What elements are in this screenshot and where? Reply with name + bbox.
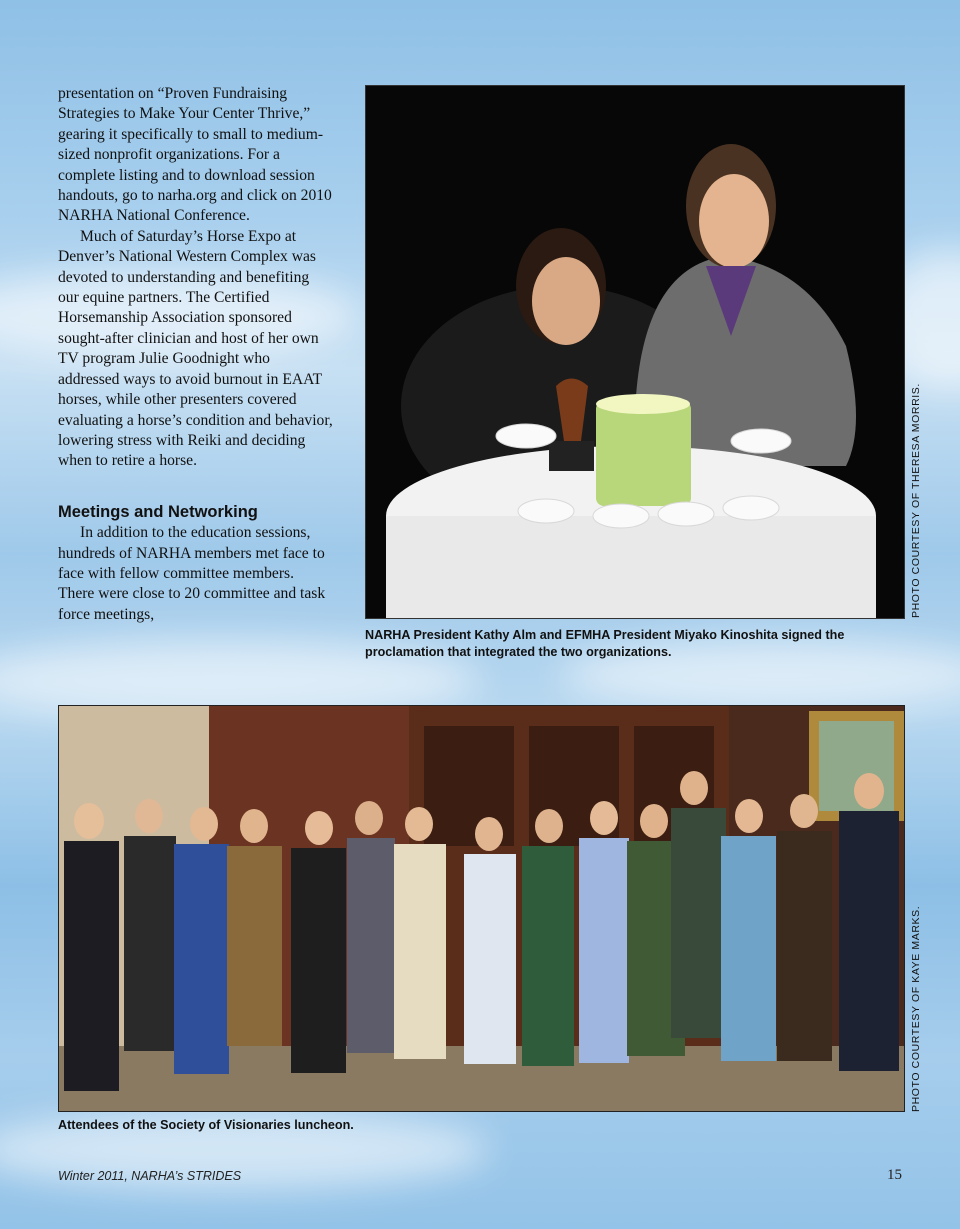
photo-illustration — [366, 86, 904, 618]
page-number: 15 — [887, 1167, 902, 1183]
photo-credit: PHOTO COURTESY OF KAYE MARKS. — [910, 905, 922, 1112]
photo-caption: Attendees of the Society of Visionaries luncheon. — [58, 1118, 354, 1132]
footer-publication: Winter 2011, NARHA’s STRIDES — [58, 1169, 242, 1183]
article-paragraph: presentation on “Proven Fundraising Strategies to Make Your Center Thrive,” gearing it specifically to small to medium-sized nonprofit organizations. For a complete listing and to download session handouts, go to narha.org and click on 2010 NARHA National Conference. — [58, 85, 332, 225]
photo-caption: NARHA President Kathy Alm and EFMHA President Miyako Kinoshita signed the proclamation that integrated the two organizations. — [365, 628, 845, 659]
article-paragraph: In addition to the education sessions, hundreds of NARHA members met face to face with fellow committee members. There were close to 20 committee and task force meetings, — [58, 524, 326, 623]
photo-credit: PHOTO COURTESY OF THERESA MORRIS. — [910, 383, 922, 618]
article-paragraph: Much of Saturday’s Horse Expo at Denver’s National Western Complex was devoted to understanding and benefiting our equine partners. The Certified Horsemanship Association sponsored sought-after clinician and host of her own TV program Julie Goodnight who addressed ways to avoid burnout in EAAT horses, while other presenters covered evaluating a horse’s condition and behavior, lowering stress with Reiki and deciding when to retire a horse. — [58, 227, 333, 470]
photo-presidents-signing — [365, 85, 905, 619]
photo-group-luncheon — [58, 705, 905, 1112]
article-column — [58, 84, 333, 625]
section-heading: Meetings and Networking — [58, 502, 258, 521]
photo-illustration — [59, 706, 904, 1111]
